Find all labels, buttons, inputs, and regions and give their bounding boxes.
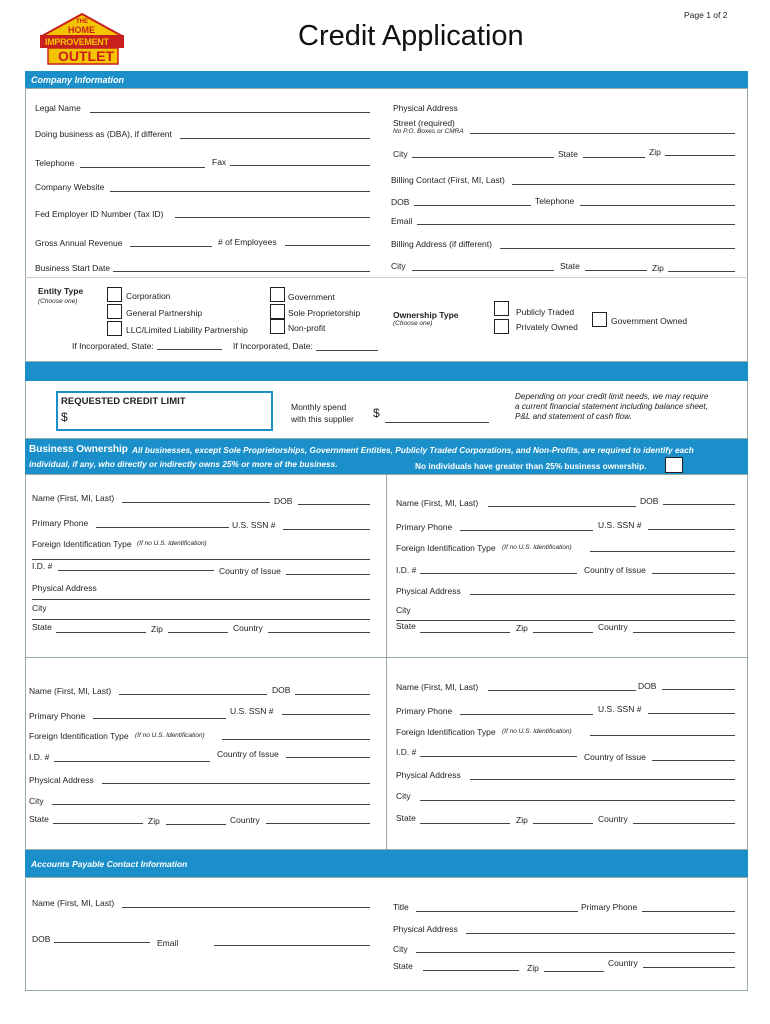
owner-city-field[interactable] bbox=[396, 620, 735, 621]
billing-dob-label: DOB bbox=[391, 197, 410, 207]
general-partnership-checkbox[interactable] bbox=[107, 304, 122, 319]
government-owned-label: Government Owned bbox=[611, 316, 688, 326]
owner-id-label: I.D. # bbox=[32, 561, 53, 571]
gross-revenue-field[interactable] bbox=[130, 246, 212, 247]
telephone-label: Telephone bbox=[35, 158, 75, 168]
billing-zip-field[interactable] bbox=[668, 271, 735, 272]
billing-telephone-label: Telephone bbox=[535, 196, 575, 206]
owner-address-label: Physical Address bbox=[32, 583, 97, 593]
owner-country-issue-field[interactable] bbox=[652, 573, 735, 574]
owner-phone-field[interactable] bbox=[93, 718, 226, 719]
owner-dob-field[interactable] bbox=[298, 504, 370, 505]
owner-address-field[interactable] bbox=[102, 783, 370, 784]
owner-foreign-field[interactable] bbox=[590, 551, 735, 552]
inc-date-field[interactable] bbox=[316, 350, 378, 351]
owner-dob-label: DOB bbox=[272, 685, 291, 695]
owner-state-label: State bbox=[396, 813, 416, 823]
owner-country-issue-field[interactable] bbox=[652, 760, 735, 761]
owner-foreign-note: (If no U.S. Identification) bbox=[135, 732, 205, 739]
owner-address-field[interactable] bbox=[32, 599, 370, 600]
billing-contact-label: Billing Contact (First, MI, Last) bbox=[391, 175, 505, 185]
owner-ssn-field[interactable] bbox=[648, 529, 735, 530]
gross-revenue-label: Gross Annual Revenue bbox=[35, 238, 123, 248]
start-date-field[interactable] bbox=[113, 271, 370, 272]
owner-phone-field[interactable] bbox=[460, 714, 593, 715]
owner-foreign-label: Foreign Identification Type bbox=[29, 731, 129, 741]
owner-state-field[interactable] bbox=[53, 823, 143, 824]
website-label: Company Website bbox=[35, 182, 105, 192]
owner-dob-field[interactable] bbox=[662, 689, 735, 690]
non-profit-label: Non-profit bbox=[288, 323, 326, 333]
monthly-spend-label-1: Monthly spend bbox=[291, 402, 347, 412]
email-field[interactable] bbox=[417, 224, 735, 225]
owner-dob-field[interactable] bbox=[295, 694, 370, 695]
owner-dob-label: DOB bbox=[640, 496, 659, 506]
logo-text-the: THE bbox=[76, 19, 88, 25]
ap-dob-field[interactable] bbox=[54, 942, 150, 943]
monthly-spend-label-2: with this supplier bbox=[291, 414, 354, 424]
owner-ssn-label: U.S. SSN # bbox=[598, 520, 642, 530]
publicly-traded-label: Publicly Traded bbox=[516, 307, 575, 317]
ownership-type-title: Ownership Type bbox=[393, 310, 459, 320]
fein-field[interactable] bbox=[175, 217, 370, 218]
physical-address-label: Physical Address bbox=[393, 103, 458, 113]
ap-city-label: City bbox=[393, 944, 408, 954]
owner-zip-field[interactable] bbox=[533, 823, 593, 824]
owner-name-label: Name (First, MI, Last) bbox=[396, 682, 479, 692]
owner-state-label: State bbox=[32, 622, 52, 632]
logo-text-home: HOME bbox=[68, 25, 95, 35]
ap-dob-label: DOB bbox=[32, 934, 51, 944]
credit-limit-title: REQUESTED CREDIT LIMIT bbox=[61, 396, 186, 407]
owner-city-label: City bbox=[29, 796, 44, 806]
ap-state-label: State bbox=[393, 961, 413, 971]
owner-foreign-field[interactable] bbox=[222, 739, 370, 740]
owner-name-label: Name (First, MI, Last) bbox=[32, 493, 115, 503]
owner-zip-field[interactable] bbox=[533, 632, 593, 633]
ap-bar: Accounts Payable Contact Information bbox=[25, 850, 748, 877]
fax-field[interactable] bbox=[230, 165, 370, 166]
owner-address-field[interactable] bbox=[470, 779, 735, 780]
owner-country-field[interactable] bbox=[268, 632, 370, 633]
ap-country-field[interactable] bbox=[643, 967, 735, 968]
ap-name-field[interactable] bbox=[122, 907, 370, 908]
owner-zip-label: Zip bbox=[516, 623, 528, 633]
billing-contact-field[interactable] bbox=[512, 184, 735, 185]
government-checkbox[interactable] bbox=[270, 287, 285, 302]
fein-label: Fed Employer ID Number (Tax ID) bbox=[35, 209, 164, 219]
inc-state-field[interactable] bbox=[157, 349, 222, 350]
dba-field[interactable] bbox=[180, 138, 370, 139]
owner-zip-label: Zip bbox=[151, 624, 163, 634]
government-owned-checkbox[interactable] bbox=[592, 312, 607, 327]
owner-name-field[interactable] bbox=[119, 694, 267, 695]
owner-ssn-label: U.S. SSN # bbox=[598, 704, 642, 714]
owner-state-field[interactable] bbox=[420, 632, 510, 633]
owner-ssn-field[interactable] bbox=[283, 529, 370, 530]
owner-id-field[interactable] bbox=[420, 573, 577, 574]
ownership-title: Business Ownership bbox=[29, 444, 128, 455]
owner-foreign-field[interactable] bbox=[32, 559, 370, 560]
entity-choose-note: (Choose one) bbox=[38, 298, 78, 305]
owner-divider-v bbox=[386, 474, 387, 850]
owner-city-field[interactable] bbox=[52, 804, 370, 805]
inc-state-label: If Incorporated, State: bbox=[72, 341, 154, 351]
ownership-desc-2: individual, if any, who directly or indirectly owns 25% or more of the business. bbox=[29, 459, 338, 469]
owner-zip-field[interactable] bbox=[166, 824, 226, 825]
owner-id-field[interactable] bbox=[420, 756, 577, 757]
owner-country-label: Country bbox=[598, 622, 628, 632]
owner-id-label: I.D. # bbox=[29, 752, 50, 762]
monthly-spend-field[interactable] bbox=[385, 422, 489, 423]
owner-foreign-label: Foreign Identification Type bbox=[396, 543, 496, 553]
owner-id-label: I.D. # bbox=[396, 565, 417, 575]
owner-country-issue-label: Country of Issue bbox=[217, 749, 279, 759]
sole-prop-checkbox[interactable] bbox=[270, 304, 285, 319]
owner-address-label: Physical Address bbox=[396, 770, 461, 780]
owner-country-label: Country bbox=[233, 623, 263, 633]
ap-address-label: Physical Address bbox=[393, 924, 458, 934]
billing-city-label: City bbox=[391, 261, 406, 271]
billing-city-field[interactable] bbox=[412, 270, 554, 271]
company-logo bbox=[36, 10, 128, 66]
billing-dob-field[interactable] bbox=[414, 205, 531, 206]
owner-zip-label: Zip bbox=[148, 816, 160, 826]
zip-field[interactable] bbox=[665, 155, 735, 156]
dba-label: Doing business as (DBA), if different bbox=[35, 129, 172, 139]
llc-label: LLC/Limited Liability Partnership bbox=[126, 325, 248, 335]
ap-email-label: Email bbox=[157, 938, 179, 948]
owner-phone-label: Primary Phone bbox=[396, 522, 453, 532]
owner-phone-field[interactable] bbox=[460, 530, 593, 531]
owner-ssn-label: U.S. SSN # bbox=[232, 520, 276, 530]
start-date-label: Business Start Date bbox=[35, 263, 111, 273]
owner-name-field[interactable] bbox=[488, 690, 636, 691]
owner-ssn-field[interactable] bbox=[282, 714, 370, 715]
no-owners-label: No individuals have greater than 25% business ownership. bbox=[415, 461, 647, 471]
billing-telephone-field[interactable] bbox=[580, 205, 735, 206]
owner-address-field[interactable] bbox=[470, 594, 735, 595]
owner-name-label: Name (First, MI, Last) bbox=[396, 498, 479, 508]
credit-bar bbox=[25, 362, 748, 381]
owner-dob-label: DOB bbox=[274, 496, 293, 506]
owner-foreign-label: Foreign Identification Type bbox=[32, 539, 132, 549]
owner-city-label: City bbox=[396, 605, 411, 615]
logo-text-improvement: IMPROVEMENT bbox=[45, 37, 109, 47]
owner-country-label: Country bbox=[598, 814, 628, 824]
telephone-field[interactable] bbox=[80, 167, 205, 168]
owner-phone-label: Primary Phone bbox=[396, 706, 453, 716]
owner-zip-label: Zip bbox=[516, 815, 528, 825]
owner-state-field[interactable] bbox=[56, 632, 146, 633]
legal-name-field[interactable] bbox=[90, 112, 370, 113]
page-title: Credit Application bbox=[298, 20, 524, 52]
street-label: Street (required) bbox=[393, 118, 455, 128]
general-partnership-label: General Partnership bbox=[126, 308, 203, 318]
inc-date-label: If Incorporated, Date: bbox=[233, 341, 313, 351]
corporation-label: Corporation bbox=[126, 291, 171, 301]
employees-field[interactable] bbox=[285, 245, 370, 246]
zip-label: Zip bbox=[649, 147, 661, 157]
ownership-choose-note: (Choose one) bbox=[393, 320, 433, 327]
owner-name-label: Name (First, MI, Last) bbox=[29, 686, 112, 696]
owner-country-issue-field[interactable] bbox=[286, 757, 370, 758]
llc-checkbox[interactable] bbox=[107, 321, 122, 336]
city-label: City bbox=[393, 149, 408, 159]
owner-phone-field[interactable] bbox=[96, 527, 229, 528]
billing-state-field[interactable] bbox=[585, 270, 647, 271]
ap-section bbox=[25, 877, 748, 991]
owner-country-issue-label: Country of Issue bbox=[584, 565, 646, 575]
sole-prop-label: Sole Proprietorship bbox=[288, 308, 361, 318]
owner-dob-label: DOB bbox=[638, 681, 657, 691]
owner-id-label: I.D. # bbox=[396, 747, 417, 757]
privately-owned-label: Privately Owned bbox=[516, 322, 578, 332]
owner-address-label: Physical Address bbox=[29, 775, 94, 785]
owner-ssn-label: U.S. SSN # bbox=[230, 706, 274, 716]
entity-type-title: Entity Type bbox=[38, 286, 84, 296]
owner-foreign-field[interactable] bbox=[590, 735, 735, 736]
ap-title-label: Title bbox=[393, 902, 409, 912]
ap-zip-field[interactable] bbox=[544, 971, 604, 972]
owner-name-field[interactable] bbox=[122, 502, 270, 503]
owner-foreign-label: Foreign Identification Type bbox=[396, 727, 496, 737]
owner-state-field[interactable] bbox=[420, 823, 510, 824]
non-profit-checkbox[interactable] bbox=[270, 319, 285, 334]
owner-state-label: State bbox=[29, 814, 49, 824]
monthly-spend-dollar: $ bbox=[373, 406, 380, 420]
corporation-checkbox[interactable] bbox=[107, 287, 122, 302]
email-label: Email bbox=[391, 216, 413, 226]
ap-state-field[interactable] bbox=[423, 970, 519, 971]
logo-text-outlet: OUTLET bbox=[58, 48, 114, 64]
owner-ssn-field[interactable] bbox=[648, 713, 735, 714]
owner-address-label: Physical Address bbox=[396, 586, 461, 596]
government-label: Government bbox=[288, 292, 335, 302]
page-number: Page 1 of 2 bbox=[684, 10, 728, 20]
website-field[interactable] bbox=[110, 191, 370, 192]
owner-phone-label: Primary Phone bbox=[29, 711, 86, 721]
credit-limit-dollar: $ bbox=[61, 410, 68, 424]
legal-name-label: Legal Name bbox=[35, 103, 81, 113]
owner-dob-field[interactable] bbox=[663, 504, 735, 505]
owner-city-label: City bbox=[396, 791, 411, 801]
owner-id-field[interactable] bbox=[54, 761, 210, 762]
employees-label: # of Employees bbox=[218, 237, 277, 247]
owner-foreign-note: (If no U.S. Identification) bbox=[502, 544, 572, 551]
billing-state-label: State bbox=[560, 261, 580, 271]
state-label: State bbox=[558, 149, 578, 159]
owner-city-field[interactable] bbox=[32, 619, 370, 620]
no-owners-checkbox[interactable] bbox=[665, 457, 683, 473]
owner-country-label: Country bbox=[230, 815, 260, 825]
owner-country-field[interactable] bbox=[266, 823, 370, 824]
privately-owned-checkbox[interactable] bbox=[494, 319, 509, 334]
ap-country-label: Country bbox=[608, 958, 638, 968]
owner-name-field[interactable] bbox=[488, 506, 636, 507]
publicly-traded-checkbox[interactable] bbox=[494, 301, 509, 316]
ownership-desc-1: All businesses, except Sole Proprietorships, Government Entities, Publicly Traded Corporations, and Non-Profits, are required to identify each bbox=[132, 445, 694, 455]
ap-city-field[interactable] bbox=[416, 952, 735, 953]
owner-zip-field[interactable] bbox=[168, 632, 228, 633]
owner-country-issue-field[interactable] bbox=[286, 574, 370, 575]
owner-city-label: City bbox=[32, 603, 47, 613]
billing-zip-label: Zip bbox=[652, 263, 664, 273]
no-po-note: No P.O. Boxes or CMRA bbox=[393, 128, 464, 135]
owner-phone-label: Primary Phone bbox=[32, 518, 89, 528]
company-info-bar: Company Information bbox=[25, 71, 748, 88]
ap-address-field[interactable] bbox=[466, 933, 735, 934]
ap-email-field[interactable] bbox=[214, 945, 370, 946]
owner-state-label: State bbox=[396, 621, 416, 631]
ap-phone-label: Primary Phone bbox=[581, 902, 638, 912]
fax-label: Fax bbox=[212, 157, 227, 167]
credit-note: Depending on your credit limit needs, we may require a current financial statement including balance sheet, P&L and statement of cash flow. bbox=[515, 392, 709, 421]
owner-country-field[interactable] bbox=[633, 632, 735, 633]
city-field[interactable] bbox=[412, 157, 554, 158]
street-field[interactable] bbox=[470, 133, 735, 134]
owner-id-field[interactable] bbox=[58, 570, 214, 571]
ap-zip-label: Zip bbox=[527, 963, 539, 973]
ap-name-label: Name (First, MI, Last) bbox=[32, 898, 115, 908]
owner-country-issue-label: Country of Issue bbox=[219, 566, 281, 576]
owner-foreign-note: (If no U.S. Identification) bbox=[137, 540, 207, 547]
billing-address-field[interactable] bbox=[500, 248, 735, 249]
owner-divider-h bbox=[25, 657, 748, 658]
state-field[interactable] bbox=[583, 157, 645, 158]
billing-address-label: Billing Address (if different) bbox=[391, 239, 492, 249]
owner-country-field[interactable] bbox=[633, 823, 735, 824]
owner-city-field[interactable] bbox=[420, 800, 735, 801]
ap-title-field[interactable] bbox=[416, 911, 578, 912]
owner-foreign-note: (If no U.S. Identification) bbox=[502, 728, 572, 735]
owner-country-issue-label: Country of Issue bbox=[584, 752, 646, 762]
ap-phone-field[interactable] bbox=[642, 911, 735, 912]
